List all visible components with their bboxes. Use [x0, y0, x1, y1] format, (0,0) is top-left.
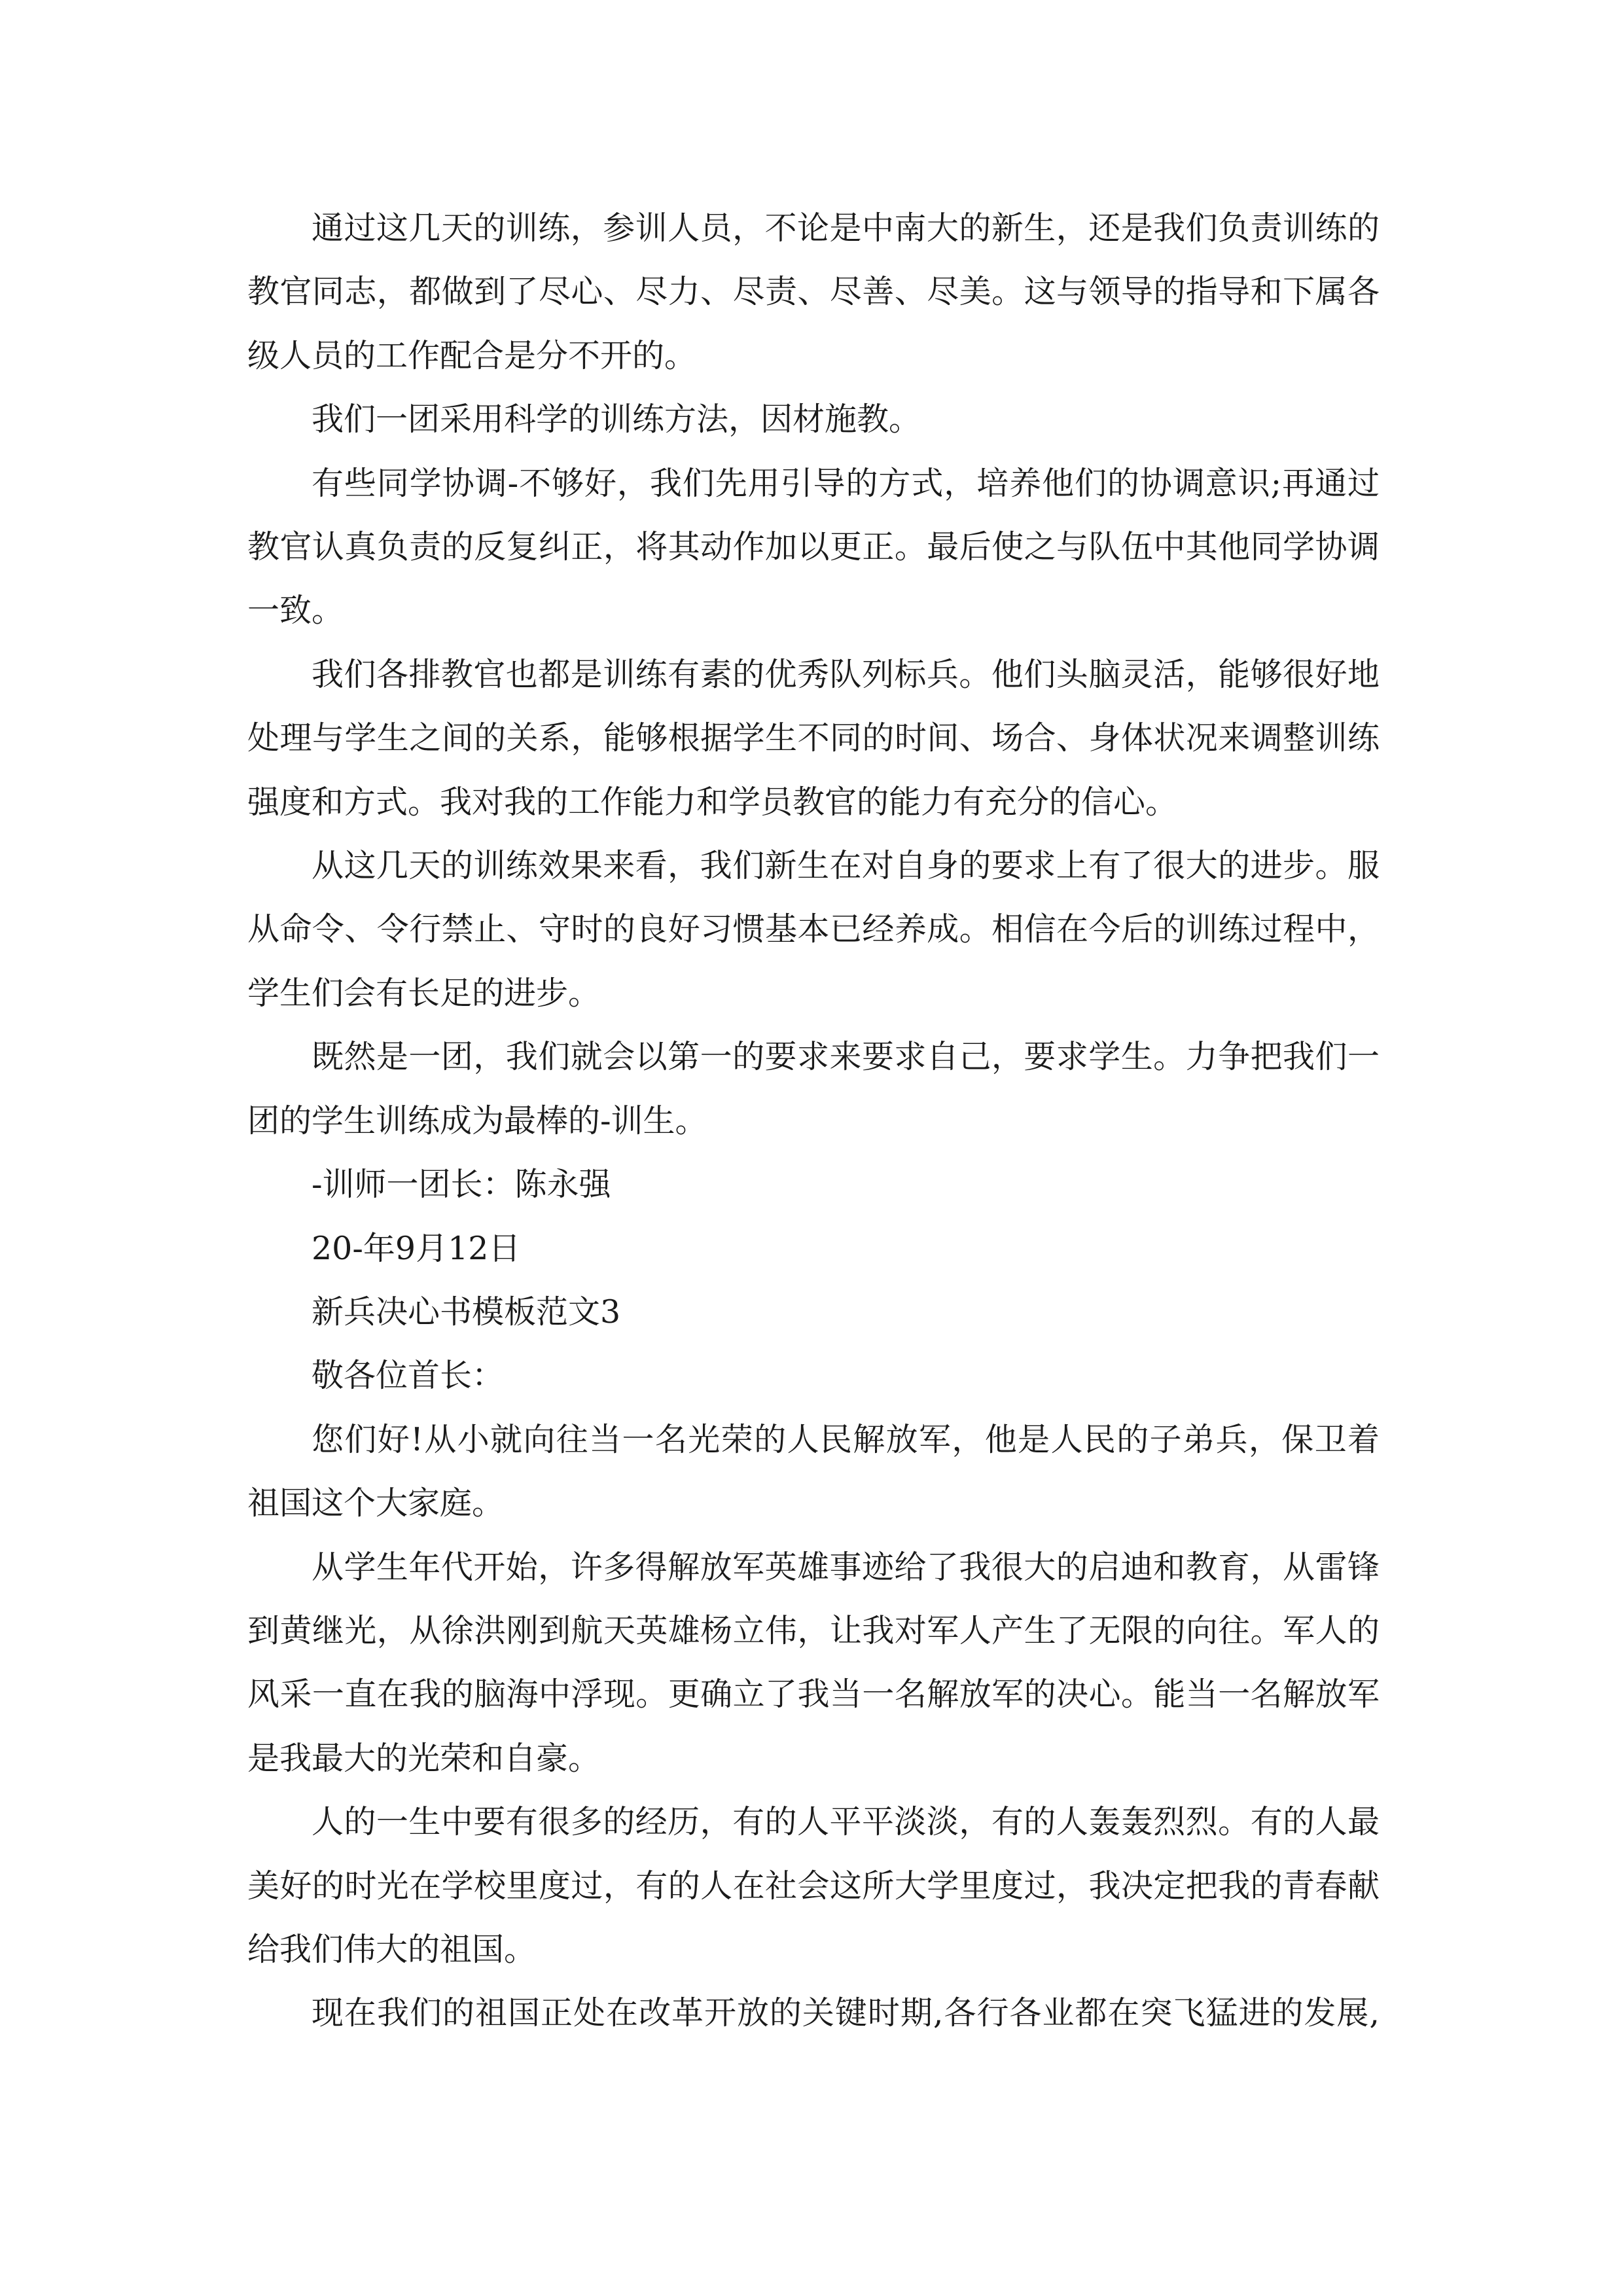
paragraph: 从学生年代开始，许多得解放军英雄事迹给了我很大的启迪和教育，从雷锋到黄继光，从徐洪刚到航天英雄杨立伟，让我对军人产生了无限的向往。军人的风采一直在我的脑海中浮现。更确立了我当一名解放军的决心。能当一名解放军是我最大的光荣和自豪。 [247, 1548, 1380, 1777]
salutation: 敬各位首长： [312, 1357, 505, 1395]
paragraph: 通过这几天的训练，参训人员，不论是中南大的新生，还是我们负责训练的教官同志，都做到了尽心、尽力、尽责、尽善、尽美。这与领导的指导和下属各级人员的工作配合是分不开的。 [247, 209, 1380, 374]
paragraph: 我们各排教官也都是训练有素的优秀队列标兵。他们头脑灵活，能够很好地处理与学生之间的关系，能够根据学生不同的时间、场合、身体状况来调整训练强度和方式。我对我的工作能力和学员教官的能力有充分的信心。 [247, 655, 1380, 821]
section-title: 新兵决心书模板范文3 [312, 1293, 621, 1331]
paragraph: 您们好!从小就向往当一名光荣的人民解放军，他是人民的子弟兵，保卫着祖国这个大家庭。 [247, 1420, 1380, 1522]
paragraph: 我们一团采用科学的训练方法，因材施教。 [312, 401, 921, 439]
signature-line: -训师一团长：陈永强 [312, 1166, 611, 1204]
paragraph: 现在我们的祖国正处在改革开放的关键时期,各行各业都在突飞猛进的发展, [312, 1994, 1380, 2032]
paragraph: 有些同学协调-不够好，我们先用引导的方式，培养他们的协调意识;再通过教官认真负责的反复纠正，将其动作加以更正。最后使之与队伍中其他同学协调一致。 [247, 464, 1380, 630]
paragraph: 人的一生中要有很多的经历，有的人平平淡淡，有的人轰轰烈烈。有的人最美好的时光在学校里度过，有的人在社会这所大学里度过，我决定把我的青春献给我们伟大的祖国。 [247, 1803, 1380, 1968]
paragraph: 从这几天的训练效果来看，我们新生在对自身的要求上有了很大的进步。服从命令、令行禁止、守时的良好习惯基本已经养成。相信在今后的训练过程中，学生们会有长足的进步。 [247, 847, 1380, 1012]
paragraph: 既然是一团，我们就会以第一的要求来要求自己，要求学生。力争把我们一团的学生训练成为最棒的-训生。 [247, 1038, 1380, 1139]
date-line: 20-年9月12日 [312, 1229, 521, 1267]
document-body [247, 196, 1380, 2045]
